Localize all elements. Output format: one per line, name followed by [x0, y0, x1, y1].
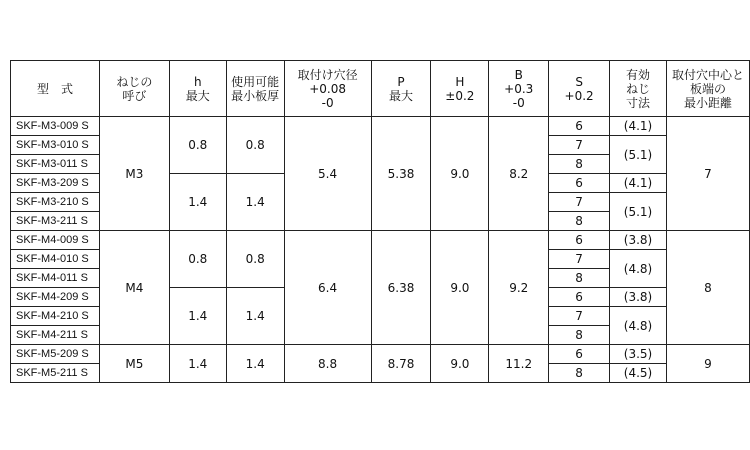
b-cell: 9.2 — [489, 231, 549, 345]
s-cell: 6 — [549, 345, 610, 364]
min-thickness-cell: 1.4 — [226, 288, 284, 345]
effective-thread-cell: (5.1) — [610, 136, 667, 174]
s-cell: 6 — [549, 231, 610, 250]
spec-table — [10, 60, 750, 383]
h-cell: 1.4 — [169, 288, 226, 345]
effective-thread-cell: (3.5) — [610, 345, 667, 364]
s-cell: 7 — [549, 136, 610, 155]
effective-thread-cell: (3.8) — [610, 288, 667, 307]
h-cell: 1.4 — [169, 174, 226, 231]
table-row — [11, 231, 750, 250]
effective-thread-cell: (3.8) — [610, 231, 667, 250]
p-cell: 8.78 — [371, 345, 431, 383]
s-cell: 7 — [549, 193, 610, 212]
b-cell: 8.2 — [489, 117, 549, 231]
col-header-b: B +0.3 -0 — [489, 61, 549, 117]
min-edge-distance-cell: 9 — [666, 345, 749, 383]
model-cell: SKF-M4-210 S — [11, 307, 100, 326]
s-cell: 7 — [549, 250, 610, 269]
s-cell: 8 — [549, 212, 610, 231]
col-header-thread-size: ねじの 呼び — [99, 61, 169, 117]
model-cell: SKF-M4-009 S — [11, 231, 100, 250]
effective-thread-cell: (4.1) — [610, 117, 667, 136]
model-cell: SKF-M3-209 S — [11, 174, 100, 193]
header-row — [11, 61, 750, 117]
min-thickness-cell: 0.8 — [226, 117, 284, 174]
model-cell: SKF-M3-011 S — [11, 155, 100, 174]
b-cell: 11.2 — [489, 345, 549, 383]
h-cell: 1.4 — [169, 345, 226, 383]
hole-diameter-cell: 8.8 — [284, 345, 371, 383]
model-cell: SKF-M5-209 S — [11, 345, 100, 364]
s-cell: 8 — [549, 326, 610, 345]
model-cell: SKF-M5-211 S — [11, 364, 100, 383]
s-cell: 8 — [549, 155, 610, 174]
effective-thread-cell: (5.1) — [610, 193, 667, 231]
col-header-min-thickness: 使用可能 最小板厚 — [226, 61, 284, 117]
s-cell: 8 — [549, 364, 610, 383]
col-header-min-edge-distance: 取付穴中心と 板端の 最小距離 — [666, 61, 749, 117]
effective-thread-cell: (4.8) — [610, 307, 667, 345]
col-header-model: 型 式 — [11, 61, 100, 117]
col-header-hole-diameter: 取付け穴径 +0.08 -0 — [284, 61, 371, 117]
h-dim-cell: 9.0 — [431, 231, 489, 345]
s-cell: 8 — [549, 269, 610, 288]
table-row — [11, 117, 750, 136]
table-row — [11, 345, 750, 364]
min-thickness-cell: 1.4 — [226, 345, 284, 383]
model-cell: SKF-M4-011 S — [11, 269, 100, 288]
min-edge-distance-cell: 8 — [666, 231, 749, 345]
col-header-h-dim: H ±0.2 — [431, 61, 489, 117]
model-cell: SKF-M3-009 S — [11, 117, 100, 136]
col-header-h: h 最大 — [169, 61, 226, 117]
p-cell: 5.38 — [371, 117, 431, 231]
s-cell: 6 — [549, 117, 610, 136]
col-header-s: S +0.2 — [549, 61, 610, 117]
h-dim-cell: 9.0 — [431, 117, 489, 231]
s-cell: 7 — [549, 307, 610, 326]
min-edge-distance-cell: 7 — [666, 117, 749, 231]
col-header-effective-thread: 有効 ねじ 寸法 — [610, 61, 667, 117]
h-cell: 0.8 — [169, 117, 226, 174]
effective-thread-cell: (4.8) — [610, 250, 667, 288]
effective-thread-cell: (4.5) — [610, 364, 667, 383]
min-thickness-cell: 1.4 — [226, 174, 284, 231]
h-cell: 0.8 — [169, 231, 226, 288]
model-cell: SKF-M3-010 S — [11, 136, 100, 155]
hole-diameter-cell: 5.4 — [284, 117, 371, 231]
h-dim-cell: 9.0 — [431, 345, 489, 383]
model-cell: SKF-M3-210 S — [11, 193, 100, 212]
thread-size-cell: M5 — [99, 345, 169, 383]
min-thickness-cell: 0.8 — [226, 231, 284, 288]
model-cell: SKF-M4-211 S — [11, 326, 100, 345]
effective-thread-cell: (4.1) — [610, 174, 667, 193]
s-cell: 6 — [549, 174, 610, 193]
s-cell: 6 — [549, 288, 610, 307]
col-header-p: P 最大 — [371, 61, 431, 117]
model-cell: SKF-M3-211 S — [11, 212, 100, 231]
p-cell: 6.38 — [371, 231, 431, 345]
model-cell: SKF-M4-209 S — [11, 288, 100, 307]
thread-size-cell: M3 — [99, 117, 169, 231]
hole-diameter-cell: 6.4 — [284, 231, 371, 345]
thread-size-cell: M4 — [99, 231, 169, 345]
model-cell: SKF-M4-010 S — [11, 250, 100, 269]
